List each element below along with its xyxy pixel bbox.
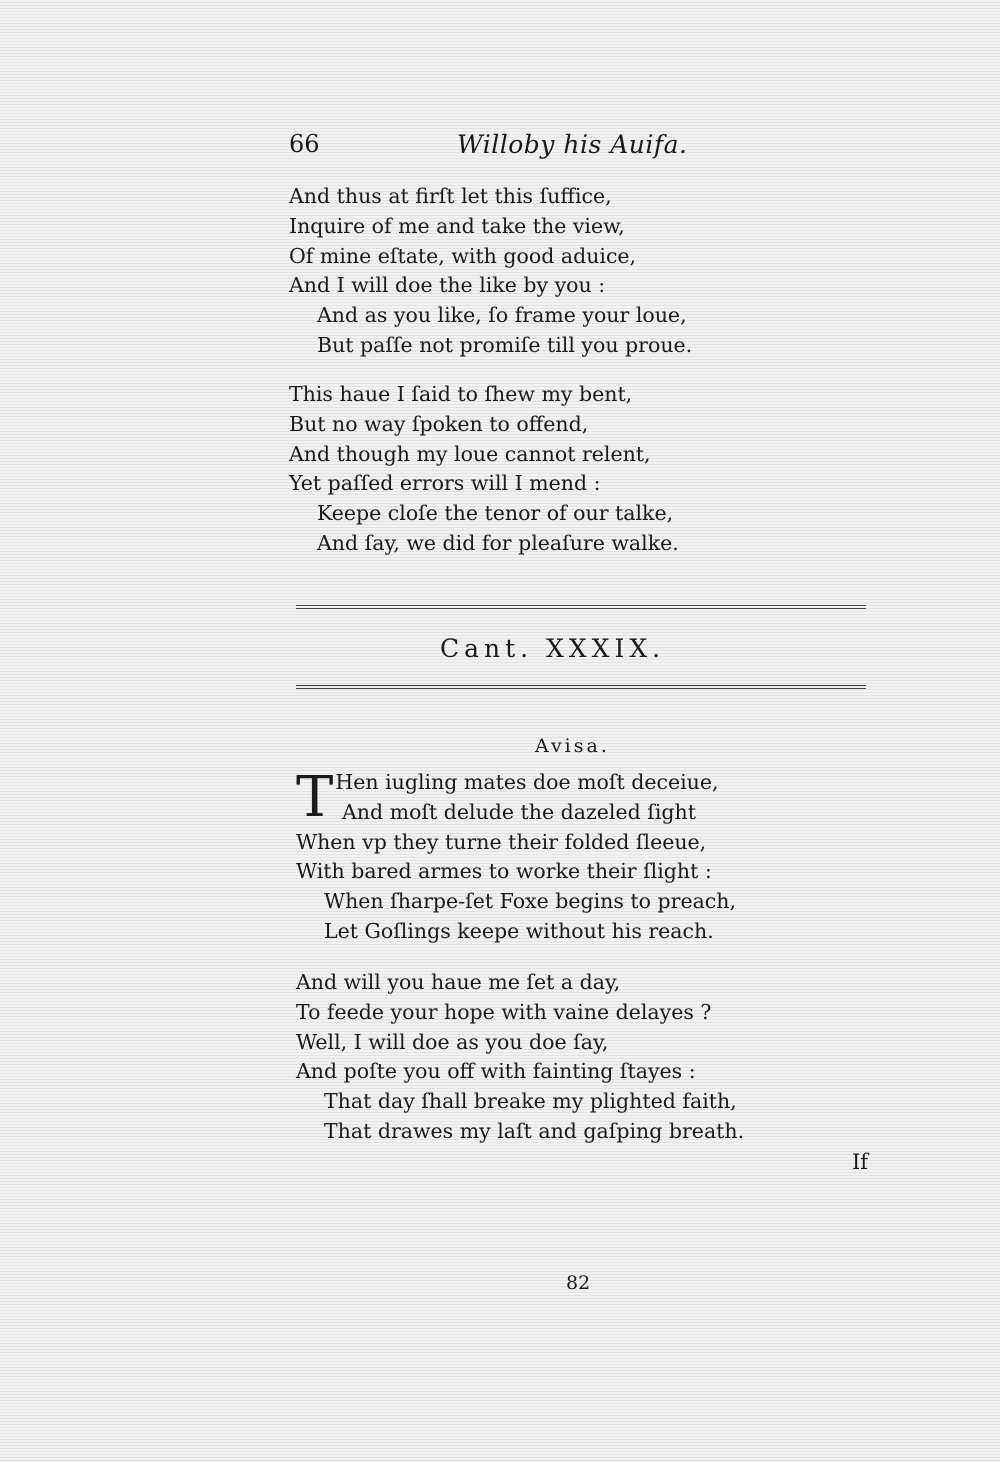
- verse-line: And I will doe the like by you :: [289, 273, 606, 298]
- canto-rule-bottom: [296, 685, 866, 689]
- verse-line: And thus at firſt let this ſuffice,: [289, 184, 612, 208]
- verse-line: Keepe cloſe the tenor of our talke,: [317, 501, 674, 526]
- verse-line: To feede your hope with vaine delayes ?: [296, 999, 712, 1024]
- canto-heading: Cant. XXXIX.: [440, 634, 666, 663]
- stanza-4: [296, 968, 856, 1147]
- page-number: 82: [566, 1272, 591, 1294]
- running-head: [289, 130, 709, 164]
- verse-line: With bared armes to worke their ſlight :: [296, 859, 712, 884]
- stanza-2: [289, 380, 849, 559]
- verse-line: And ſay, we did for pleaſure walke.: [317, 530, 679, 555]
- verse-line: Of mine eſtate, with good aduice,: [289, 243, 637, 268]
- stanza-1: [289, 182, 849, 361]
- verse-line: That drawes my laſt and gaſping breath.: [324, 1118, 745, 1143]
- verse-line: Inquire of me and take the view,: [289, 213, 625, 238]
- verse-line-rest: Hen iugling mates doe moſt deceiue,: [335, 770, 719, 794]
- verse-line: When vp they turne their folded ſleeue,: [296, 829, 707, 854]
- verse-line: And poſte you off with fainting ſtayes :: [296, 1059, 696, 1084]
- drop-cap: T: [296, 765, 334, 830]
- verse-line: But no way ſpoken to offend,: [289, 411, 589, 436]
- canto-rule-top: [296, 605, 866, 609]
- verse-line: But paſſe not promiſe till you proue.: [317, 332, 693, 357]
- verse-line: When ſharpe-ſet Foxe begins to preach,: [324, 889, 736, 914]
- page-folio: 66: [289, 130, 320, 158]
- speaker-heading: Avisa.: [535, 735, 610, 757]
- verse-line: That day ſhall breake my plighted faith,: [324, 1089, 737, 1114]
- running-title: Willoby his Auifa.: [457, 130, 688, 159]
- verse-line: Yet paſſed errors will I mend :: [289, 471, 601, 496]
- verse-line: Let Goſlings keepe without his reach.: [324, 918, 714, 943]
- catchword: If: [852, 1150, 869, 1174]
- verse-line: And as you like, ſo frame your loue,: [317, 303, 687, 328]
- verse-line: This haue I ſaid to ſhew my bent,: [289, 382, 633, 406]
- verse-line: And moſt delude the dazeled ſight: [342, 799, 696, 824]
- verse-line: Well, I will doe as you doe ſay,: [296, 1029, 609, 1054]
- verse-line: And though my loue cannot relent,: [289, 441, 651, 466]
- verse-line: And will you haue me ſet a day,: [296, 970, 621, 994]
- stanza-3: [296, 765, 856, 947]
